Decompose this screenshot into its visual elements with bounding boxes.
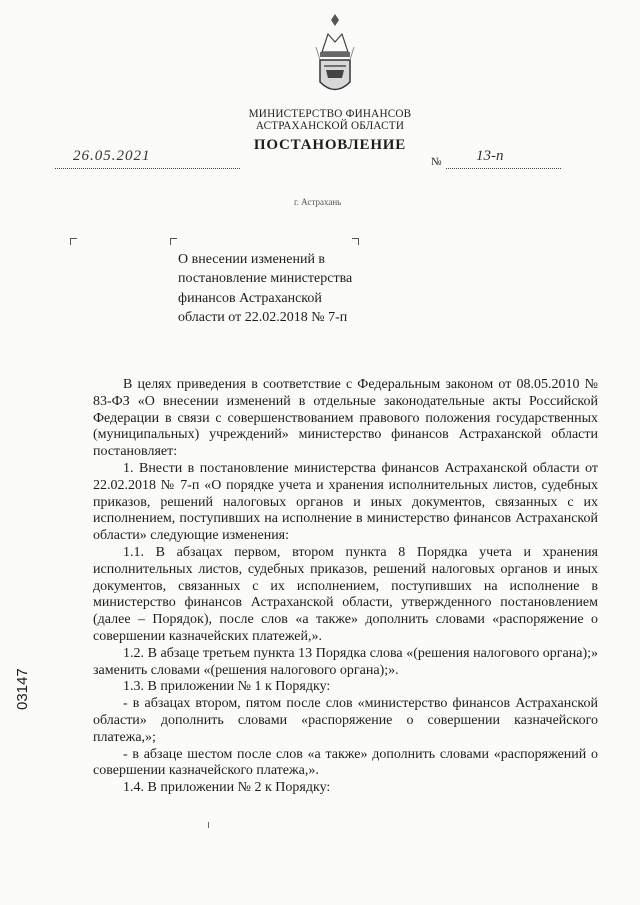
clause-1-3-item-b: - в абзаце шестом после слов «а также» дополнить словами «распоряжений о совершении казначейского платежа,». xyxy=(93,746,598,779)
city-label: г. Астрахань xyxy=(294,197,342,207)
clause-1-3: 1.3. В приложении № 1 к Порядку: xyxy=(123,679,331,695)
subject-line: О внесении изменений в xyxy=(178,252,326,267)
bracket-corner-middle xyxy=(170,238,177,245)
number-field xyxy=(446,148,561,169)
subject-line: области от 22.02.2018 № 7-п xyxy=(178,309,348,325)
document-body xyxy=(93,377,598,797)
ministry-name-line1: МИНИСТЕРСТВО ФИНАНСОВ xyxy=(248,108,412,120)
clause-1: 1. Внести в постановление министерства финансов Астраханской области от 22.02.2018 № 7-п «О порядке учета и хранения исполнительных листов, судебных приказов, решений налоговых органов и иных документов, связанных с их исполнением, поступивших на исполнение в министерство финансов Астраханской области» следующие изменения: xyxy=(93,460,598,544)
number-sign: № xyxy=(431,156,442,168)
subject-line: постановление министерства xyxy=(178,271,353,287)
side-archive-stamp: 03147 xyxy=(14,668,31,710)
clause-1-3-item-a: - в абзацах втором, пятом после слов «министерство финансов Астраханской области» дополнить словами «распоряжение о совершении казначейского платежа,»; xyxy=(93,696,598,745)
document-date: 26.05.2021 xyxy=(73,148,151,164)
scan-mark xyxy=(208,822,209,828)
preamble-paragraph: В целях приведения в соответствие с Федеральным законом от 08.05.2010 № 83-ФЗ «О внесении изменений в отдельные законодательные акты Российской Федерации в связи с совершенствованием правового положения государственных (муниципальных) учреждений» министерство финансов Астраханской области постановляет: xyxy=(93,377,598,460)
document-type-title: ПОСТАНОВЛЕНИЕ xyxy=(253,137,407,153)
clause-1-1: 1.1. В абзацах первом, втором пункта 8 Порядка учета и хранения исполнительных листов, судебных приказов, решений налоговых органов и иных документов, связанных с их исполнением, поступивших на исполнение в министерство финансов Астраханской области, утвержденного постановлением (далее – Порядок), после слов «а также» дополнить словами «распоряжение о совершении казначейских платежей,». xyxy=(93,544,598,644)
bracket-corner-right xyxy=(352,238,359,245)
document-number: 13-п xyxy=(476,148,504,164)
document-subject xyxy=(178,250,352,327)
bracket-corner-left xyxy=(70,238,77,245)
clause-1-4: 1.4. В приложении № 2 к Порядку: xyxy=(123,780,331,796)
coat-of-arms-emblem xyxy=(312,12,358,102)
ministry-name-line2: АСТРАХАНСКОЙ ОБЛАСТИ xyxy=(255,120,405,132)
subject-line: финансов Астраханской xyxy=(178,290,322,306)
date-field xyxy=(55,148,240,169)
clause-1-2: 1.2. В абзаце третьем пункта 13 Порядка слова «(решения налогового органа);» заменить словами «(решения налогового органа);». xyxy=(93,645,598,678)
